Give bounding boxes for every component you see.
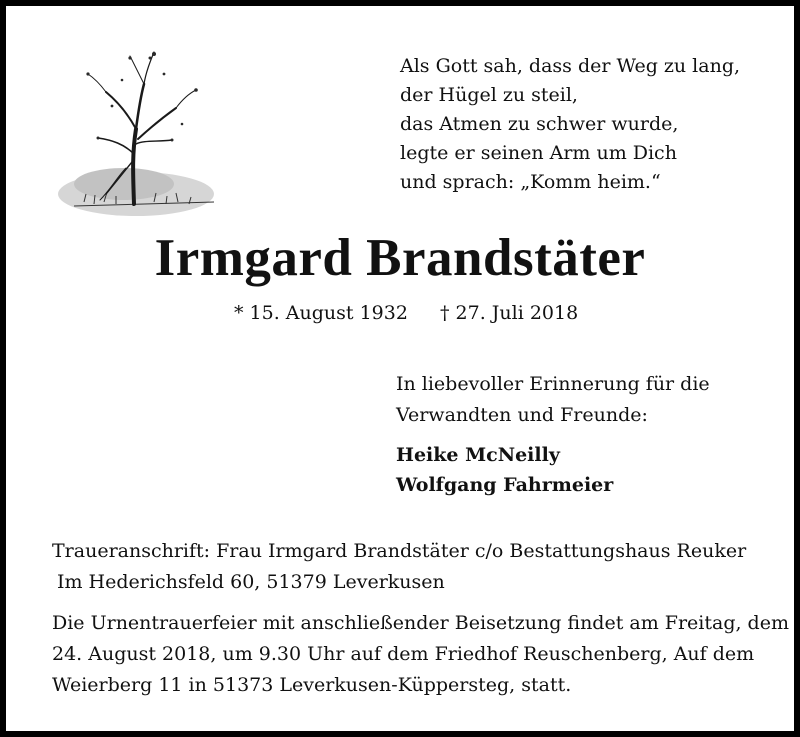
deceased-name: Irmgard Brandstäter xyxy=(154,229,646,287)
mourner-name: Heike McNeilly xyxy=(396,444,560,466)
mourning-address xyxy=(52,536,746,598)
birth-date: * 15. August 1932 xyxy=(234,302,408,324)
ceremony-line: 24. August 2018, um 9.30 Uhr auf dem Friedhof Reuschenberg, Auf dem xyxy=(52,643,755,665)
poem-line: legte er seinen Arm um Dich xyxy=(400,142,677,164)
memory-line: Verwandten und Freunde: xyxy=(396,404,648,426)
bare-tree-icon xyxy=(54,44,218,226)
poem-line: der Hügel zu steil, xyxy=(400,84,578,106)
memory-line: In liebevoller Erinnerung für die xyxy=(396,373,710,395)
mourners-list xyxy=(396,440,613,500)
ceremony-line: Die Urnentrauerfeier mit anschließender Beisetzung findet am Freitag, dem xyxy=(52,612,789,634)
address-line: Traueranschrift: Frau Irmgard Brandstäter c/o Bestattungshaus Reuker xyxy=(52,540,747,562)
poem xyxy=(400,52,740,197)
memory-text xyxy=(396,369,710,431)
poem-line: Als Gott sah, dass der Weg zu lang, xyxy=(400,55,741,77)
poem-line: das Atmen zu schwer wurde, xyxy=(400,113,679,135)
address-line: Im Hederichsfeld 60, 51379 Leverkusen xyxy=(57,571,445,593)
ceremony-details xyxy=(52,608,789,701)
death-date: † 27. Juli 2018 xyxy=(440,302,579,324)
poem-line: und sprach: „Komm heim.“ xyxy=(400,171,661,193)
mourner-name: Wolfgang Fahrmeier xyxy=(396,474,614,496)
ceremony-line: Weierberg 11 in 51373 Leverkusen-Küppersteg, statt. xyxy=(52,674,572,696)
